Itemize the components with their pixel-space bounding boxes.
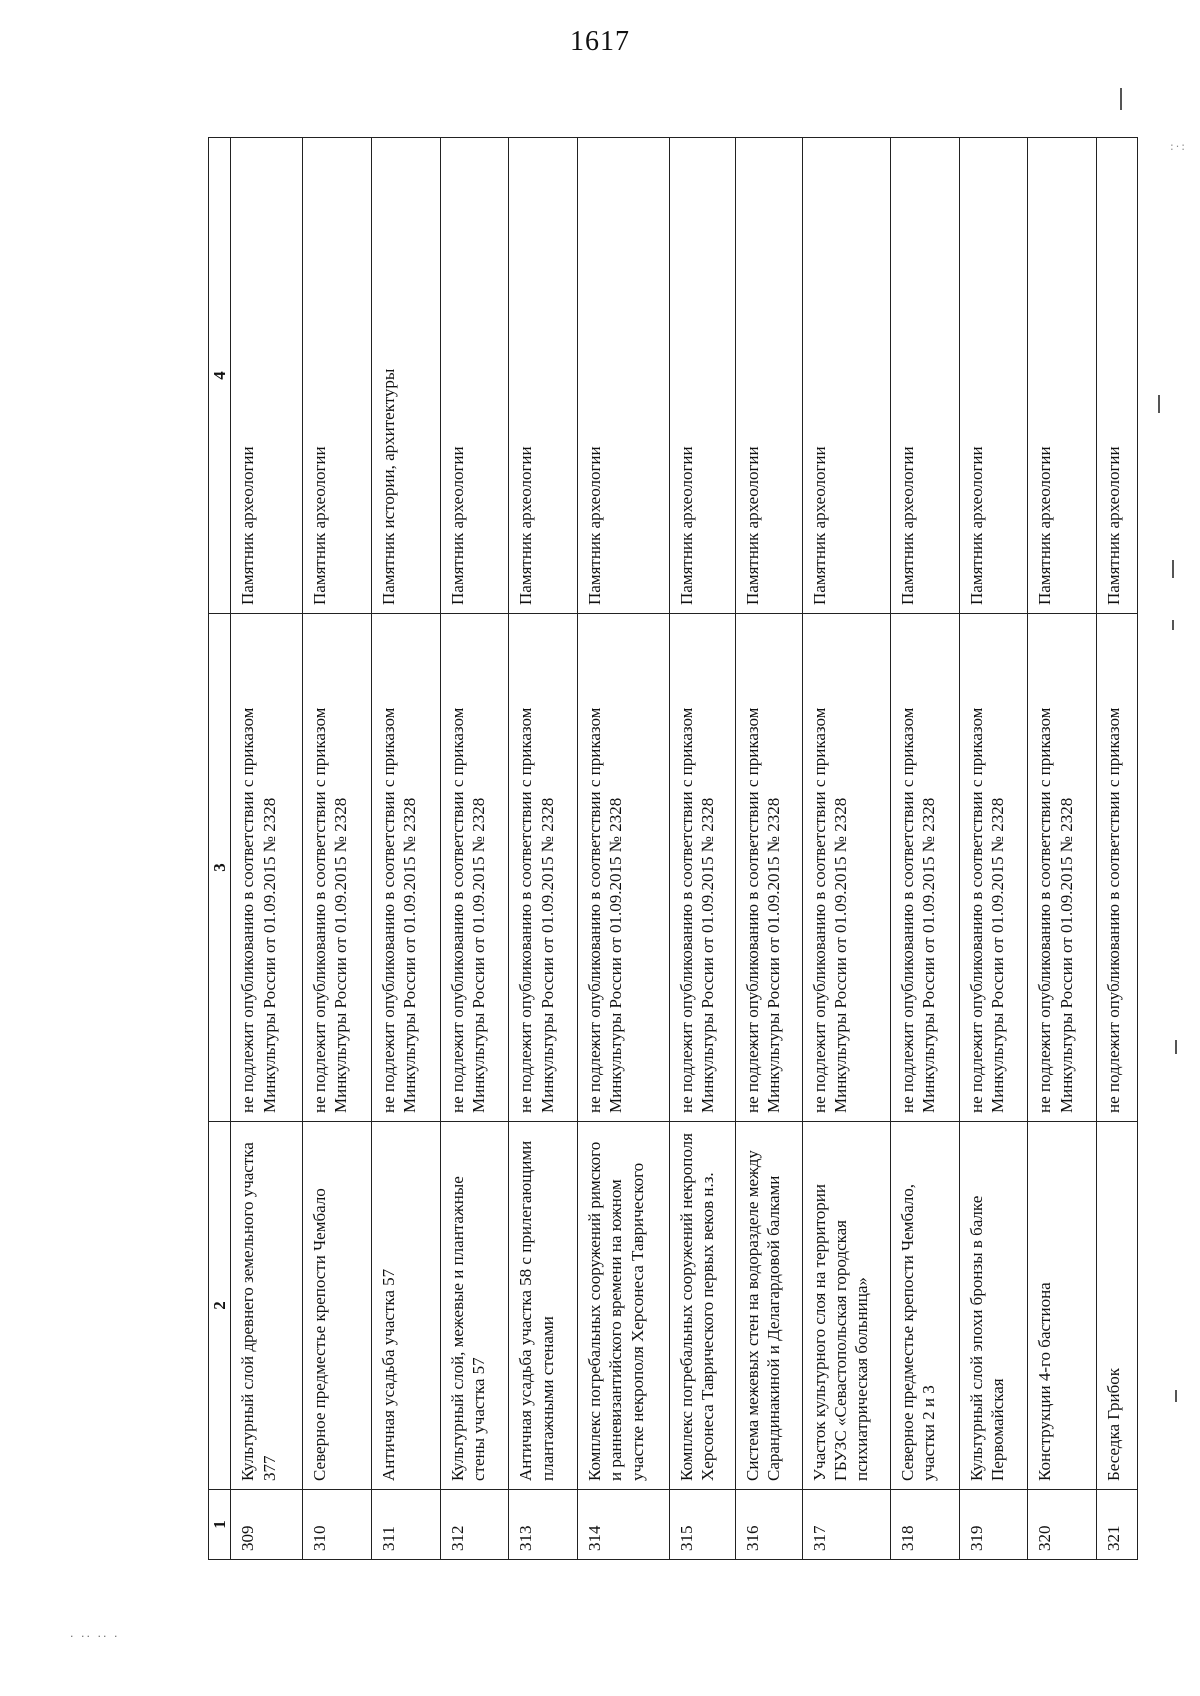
column-header: 3: [209, 614, 231, 1122]
row-number: 319: [959, 1490, 1028, 1560]
publication-note: не подлежит опубликованию в соответствии с приказом Минкультуры России от 01.09.2015 № 2328: [802, 614, 890, 1122]
publication-note: не подлежит опубликованию в соответствии с приказом Минкультуры России от 01.09.2015 № 2328: [440, 614, 509, 1122]
object-name: Античная усадьба участка 58 с прилегающими плантажными стенами: [509, 1122, 578, 1490]
column-header: 4: [209, 138, 231, 614]
publication-note: не подлежит опубликованию в соответствии с приказом Минкультуры России от 01.09.2015 № 2328: [1028, 614, 1097, 1122]
object-category: Памятник истории, архитектуры: [371, 138, 440, 614]
publication-note: не подлежит опубликованию в соответствии с приказом Минкультуры России от 01.09.2015 № 2328: [231, 614, 303, 1122]
object-category: Памятник археологии: [303, 138, 372, 614]
table-row: [802, 138, 890, 1560]
table-row: [303, 138, 372, 1560]
object-name: Культурный слой, межевые и плантажные стены участка 57: [440, 1122, 509, 1490]
row-number: 321: [1097, 1490, 1138, 1560]
object-name: Культурный слой древнего земельного участка 377: [231, 1122, 303, 1490]
publication-note: не подлежит опубликованию в соответствии с приказом Минкультуры России от 01.09.2015 № 2328: [578, 614, 669, 1122]
scan-artifact: [1120, 88, 1122, 110]
publication-note: не подлежит опубликованию в соответствии с приказом Минкультуры России от 01.09.2015 № 2328: [509, 614, 578, 1122]
object-category: Памятник археологии: [890, 138, 959, 614]
row-number: 311: [371, 1490, 440, 1560]
object-name: Культурный слой эпохи бронзы в балке Первомайская: [959, 1122, 1028, 1490]
object-category: Памятник археологии: [802, 138, 890, 614]
scan-artifact: [1158, 395, 1160, 413]
object-name: Система межевых стен на водоразделе между Сарандинакиной и Делагардовой балками: [736, 1122, 803, 1490]
row-number: 310: [303, 1490, 372, 1560]
object-name: Беседка Грибок: [1097, 1122, 1138, 1490]
object-category: Памятник археологии: [509, 138, 578, 614]
scan-artifact: [1172, 560, 1174, 578]
object-category: Памятник археологии: [736, 138, 803, 614]
object-name: Северное предместье крепости Чембало: [303, 1122, 372, 1490]
row-number: 312: [440, 1490, 509, 1560]
publication-note: не подлежит опубликованию в соответствии с приказом Минкультуры России от 01.09.2015 № 2328: [669, 614, 736, 1122]
object-name: Конструкции 4-го бастиона: [1028, 1122, 1097, 1490]
heritage-registry-table: [208, 137, 1138, 1560]
row-number: 309: [231, 1490, 303, 1560]
publication-note: не подлежит опубликованию в соответствии с приказом Минкультуры России от 01.09.2015 № 2328: [736, 614, 803, 1122]
table-row: [509, 138, 578, 1560]
scan-artifact: [1175, 1040, 1177, 1054]
rotated-table-wrapper: [208, 138, 1138, 1560]
row-number: 318: [890, 1490, 959, 1560]
row-number: 320: [1028, 1490, 1097, 1560]
table-row: [1097, 138, 1138, 1560]
scan-noise: · ·· ·· ·: [70, 1630, 120, 1643]
table-row: [736, 138, 803, 1560]
column-header: 1: [209, 1490, 231, 1560]
table-header-row: [209, 138, 231, 1560]
object-category: Памятник археологии: [578, 138, 669, 614]
object-category: Памятник археологии: [959, 138, 1028, 614]
object-name: Участок культурного слоя на территории ГБУЗС «Севастопольская городская психиатрическая больница»: [802, 1122, 890, 1490]
table-row: [371, 138, 440, 1560]
object-name: Античная усадьба участка 57: [371, 1122, 440, 1490]
object-name: Комплекс погребальных сооружений римского и ранневизантийского времени на южном участке некрополя Херсонеса Таврического: [578, 1122, 669, 1490]
row-number: 316: [736, 1490, 803, 1560]
object-category: Памятник археологии: [1028, 138, 1097, 614]
publication-note: не подлежит опубликованию в соответствии с приказом Минкультуры России от 01.09.2015 № 2328: [371, 614, 440, 1122]
table-row: [440, 138, 509, 1560]
column-header: 2: [209, 1122, 231, 1490]
object-name: Северное предместье крепости Чембало, участки 2 и 3: [890, 1122, 959, 1490]
publication-note: не подлежит опубликованию в соответствии с приказом Минкультуры России от 01.09.2015 № 2328: [890, 614, 959, 1122]
object-name: Комплекс погребальных сооружений некрополя Херсонеса Таврического первых веков н.з.: [669, 1122, 736, 1490]
row-number: 317: [802, 1490, 890, 1560]
row-number: 313: [509, 1490, 578, 1560]
object-category: Памятник археологии: [669, 138, 736, 614]
object-category: Памятник археологии: [1097, 138, 1138, 614]
table-row: [1028, 138, 1097, 1560]
row-number: 314: [578, 1490, 669, 1560]
table-row: [669, 138, 736, 1560]
table-row: [890, 138, 959, 1560]
scan-artifact: [1175, 1390, 1177, 1402]
object-category: Памятник археологии: [440, 138, 509, 614]
row-number: 315: [669, 1490, 736, 1560]
publication-note: не подлежит опубликованию в соответствии с приказом Минкультуры России от 01.09.2015 № 2328: [959, 614, 1028, 1122]
table-row: [578, 138, 669, 1560]
table-row: [231, 138, 303, 1560]
object-category: Памятник археологии: [231, 138, 303, 614]
table-row: [959, 138, 1028, 1560]
publication-note: не подлежит опубликованию в соответствии с приказом Минкультуры России от 01.09.2015 № 2328: [303, 614, 372, 1122]
scan-artifact: [1172, 620, 1174, 630]
page-number: 1617: [570, 26, 630, 57]
scan-noise: :·:: [1170, 140, 1187, 153]
publication-note: не подлежит опубликованию в соответствии с приказом: [1097, 614, 1138, 1122]
